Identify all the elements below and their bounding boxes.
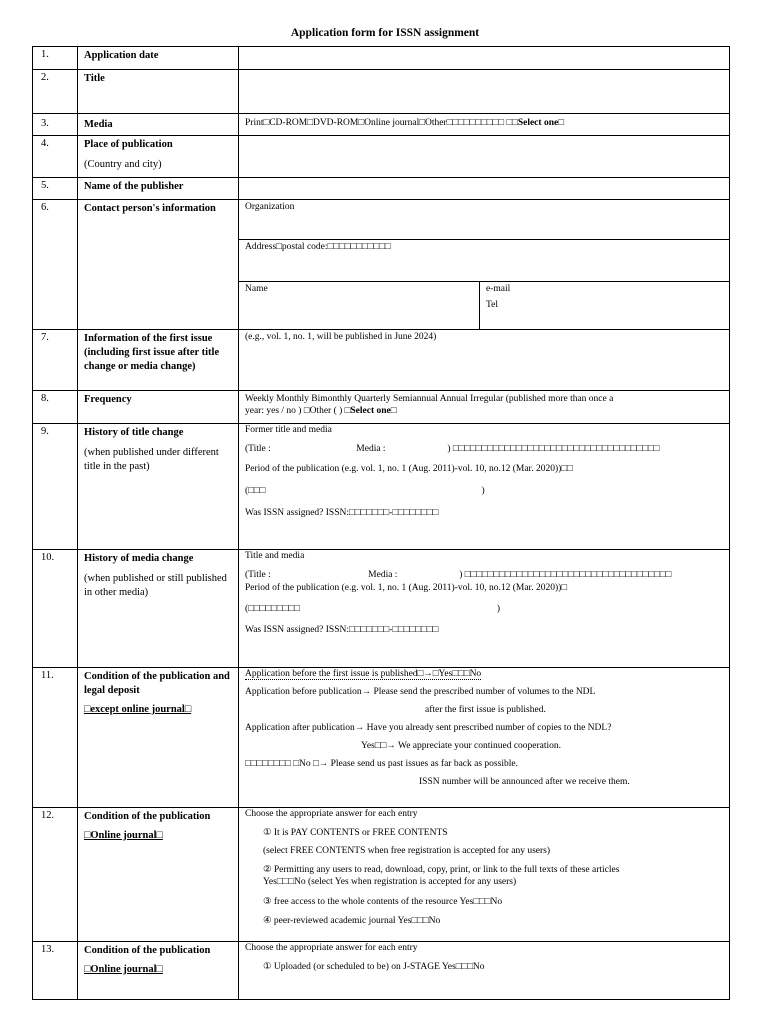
row-label: History of title change — [84, 427, 184, 438]
title-history-paren: (□□□ ) — [245, 486, 485, 496]
row-label: Information of the first issue (including first issue after title change or media change) — [84, 333, 220, 372]
title-history-field[interactable] — [239, 424, 730, 550]
row-contact-person — [33, 200, 730, 330]
select-one-label: Select one — [517, 118, 559, 128]
row-label: Title — [84, 73, 105, 84]
row-title-history — [33, 424, 730, 550]
legal-deposit-line7: ISSN number will be announced after we receive them. — [419, 777, 630, 787]
legal-deposit-line6: □□□□□□□□ □No □→ Please send us past issues as far back as possible. — [245, 759, 518, 769]
online-condition-item4: ④ peer-reviewed academic journal Yes□□□No — [263, 916, 441, 926]
online-condition-item3: ③ free access to the whole contents of the resource Yes□□□No — [263, 897, 503, 907]
row-sublabel: (when published under different title in the past) — [84, 447, 219, 472]
legal-deposit-field[interactable] — [239, 668, 730, 808]
row-number: 2. — [33, 70, 78, 114]
title-history-heading: Former title and media — [245, 425, 332, 435]
online-condition-item2: ② Permitting any users to read, download, copy, print, or link to the full texts of these articles — [263, 865, 620, 875]
jstage-condition-field[interactable] — [239, 942, 730, 1000]
row-jstage-condition — [33, 942, 730, 1000]
row-sublabel: □except online journal□ — [84, 704, 192, 715]
row-number: 12. — [33, 808, 78, 942]
row-label: Condition of the publication and legal deposit — [84, 671, 230, 696]
media-options: Print□CD-ROM□DVD-ROM□Online journal□Other□□□□□□□□□□ □□ — [245, 118, 518, 128]
row-number: 10. — [33, 550, 78, 668]
online-condition-field[interactable] — [239, 808, 730, 942]
media-history-issn: Was ISSN assigned? ISSN:□□□□□□□-□□□□□□□□ — [245, 625, 439, 635]
row-number: 13. — [33, 942, 78, 1000]
row-number: 5. — [33, 178, 78, 200]
row-online-condition — [33, 808, 730, 942]
legal-deposit-line4: Application after publication→ Have you already sent prescribed number of copies to the NDL? — [245, 723, 612, 733]
row-number: 7. — [33, 330, 78, 391]
media-history-paren: (□□□□□□□□□ ) — [245, 604, 501, 614]
row-media-history — [33, 550, 730, 668]
row-label: Contact person's information — [84, 203, 216, 214]
frequency-options: Weekly Monthly Bimonthly Quarterly Semiannual Annual Irregular (published more than once a — [245, 394, 614, 404]
frequency-other: year: yes / no ) □Other ( ) □ — [245, 406, 351, 416]
organization-field[interactable] — [239, 200, 729, 240]
place-of-publication-field[interactable] — [239, 136, 730, 178]
row-label: History of media change — [84, 553, 194, 564]
row-legal-deposit — [33, 668, 730, 808]
row-publisher — [33, 178, 730, 200]
row-sublabel: (Country and city) — [84, 159, 162, 170]
row-label: Application date — [84, 50, 159, 61]
application-form-table — [32, 46, 730, 1000]
row-number: 11. — [33, 668, 78, 808]
row-label: Media — [84, 119, 113, 130]
row-frequency — [33, 391, 730, 424]
row-media — [33, 114, 730, 136]
media-history-period: Period of the publication (e.g. vol. 1, no. 1 (Aug. 2011)-vol. 10, no.12 (Mar. 2020))□ — [245, 583, 568, 593]
name-label: Name — [245, 284, 268, 294]
media-history-title-media: (Title : Media : ) □□□□□□□□□□□□□□□□□□□□□□□□□□□□□□□□□□□□ — [245, 570, 672, 580]
row-number: 9. — [33, 424, 78, 550]
media-field[interactable] — [239, 114, 730, 136]
frequency-field[interactable] — [239, 391, 730, 424]
address-label: Address□postal code:□□□□□□□□□□□ — [245, 242, 391, 252]
row-sublabel: □Online journal□ — [84, 830, 163, 841]
legal-deposit-line5: Yes□□→ We appreciate your continued cooperation. — [361, 741, 562, 751]
row-number: 8. — [33, 391, 78, 424]
row-label: Condition of the publication — [84, 811, 211, 822]
media-close: □ — [558, 118, 564, 128]
row-sublabel: (when published or still published in other media) — [84, 573, 227, 598]
title-field[interactable] — [239, 70, 730, 114]
tel-label: Tel — [486, 300, 498, 310]
first-issue-field[interactable] — [239, 330, 730, 391]
row-number: 4. — [33, 136, 78, 178]
online-condition-item1: ① It is PAY CONTENTS or FREE CONTENTS — [263, 828, 448, 838]
application-date-field[interactable] — [239, 47, 730, 70]
row-number: 3. — [33, 114, 78, 136]
jstage-condition-heading: Choose the appropriate answer for each entry — [245, 943, 418, 953]
title-history-issn: Was ISSN assigned? ISSN:□□□□□□□-□□□□□□□□ — [245, 508, 439, 518]
legal-deposit-line3: after the first issue is published. — [425, 705, 546, 715]
row-number: 6. — [33, 200, 78, 330]
row-sublabel: □Online journal□ — [84, 964, 163, 975]
row-label: Frequency — [84, 394, 132, 405]
row-label: Place of publication — [84, 139, 173, 150]
row-label: Name of the publisher — [84, 181, 184, 192]
email-label: e-mail — [486, 284, 511, 294]
publisher-field[interactable] — [239, 178, 730, 200]
row-application-date — [33, 47, 730, 70]
row-place-of-publication — [33, 136, 730, 178]
row-title — [33, 70, 730, 114]
address-field[interactable] — [239, 240, 729, 282]
online-condition-heading: Choose the appropriate answer for each entry — [245, 809, 418, 819]
organization-label: Organization — [245, 202, 295, 212]
frequency-close: □ — [390, 406, 397, 416]
legal-deposit-line2: Application before publication→ Please send the prescribed number of volumes to the NDL — [245, 687, 596, 697]
form-title: Application form for ISSN assignment — [290, 27, 480, 39]
title-history-title-media: (Title : Media : ) □□□□□□□□□□□□□□□□□□□□□□□□□□□□□□□□□□□□ — [245, 444, 660, 454]
online-condition-item1-note: (select FREE CONTENTS when free registration is accepted for any users) — [263, 846, 551, 856]
first-issue-example: (e.g., vol. 1, no. 1, will be published in June 2024) — [245, 332, 437, 342]
media-history-field[interactable] — [239, 550, 730, 668]
row-number: 1. — [33, 47, 78, 70]
media-history-heading: Title and media — [245, 551, 305, 561]
jstage-condition-item1: ① Uploaded (or scheduled to be) on J-STAGE Yes□□□No — [263, 962, 485, 972]
name-field[interactable] — [239, 282, 480, 329]
row-label: Condition of the publication — [84, 945, 211, 956]
legal-deposit-line1: Application before the first issue is published□→□Yes□□□No — [245, 669, 482, 679]
title-history-period: Period of the publication (e.g. vol. 1, no. 1 (Aug. 2011)-vol. 10, no.12 (Mar. 2020))□□ — [245, 464, 573, 474]
online-condition-item2-note: Yes□□□No (select Yes when registration is accepted for any users) — [263, 877, 517, 887]
select-one-label: Select one — [350, 406, 391, 416]
row-first-issue — [33, 330, 730, 391]
